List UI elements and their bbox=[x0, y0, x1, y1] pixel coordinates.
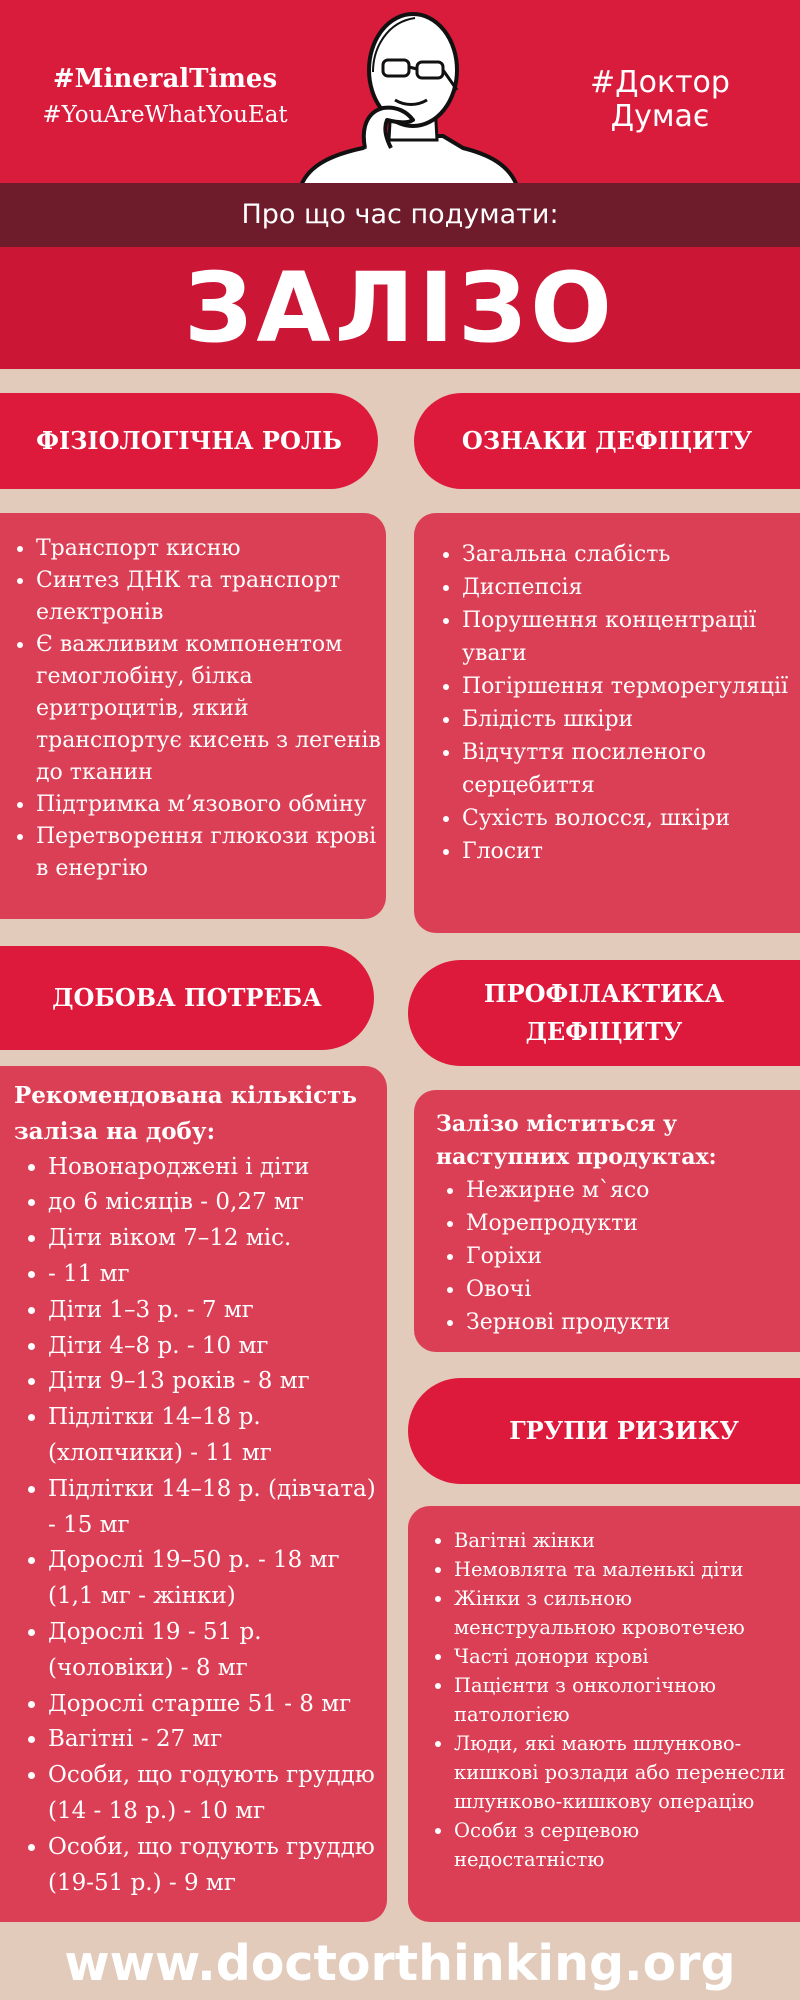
list-item: • Горіхи bbox=[466, 1240, 794, 1273]
list-item: • Жінки з сильною менструальною кровотечею bbox=[454, 1584, 794, 1642]
list-item: • Дорослі 19–50 р. - 18 мг (1,1 мг - жінки) bbox=[48, 1543, 379, 1615]
card-deficiency-prevention bbox=[414, 1090, 800, 1352]
website-url[interactable]: www.doctorthinking.org bbox=[64, 1935, 736, 1992]
list-item: • Порушення концентрації уваги bbox=[462, 604, 794, 670]
hashtag-thinks: Думає bbox=[610, 99, 710, 134]
list-item: • Відчуття посиленого серцебиття bbox=[462, 736, 794, 802]
list-item: • Діти 1–3 р. - 7 мг bbox=[48, 1293, 379, 1329]
list-item: • Блідість шкіри bbox=[462, 703, 794, 736]
list-item: • Перетворення глюкози крові в енергію bbox=[36, 821, 382, 885]
card-risk-groups bbox=[408, 1506, 800, 1922]
heading-risk-groups: ГРУПИ РИЗИКУ bbox=[408, 1378, 800, 1484]
list-item: • Погіршення терморегуляції bbox=[462, 670, 794, 703]
hashtag-youarewhatyoueat: #YouAreWhatYouEat bbox=[42, 102, 288, 128]
card-daily-requirement bbox=[0, 1066, 387, 1922]
list-item: • Є важливим компонентом гемоглобіну, білка еритроцитів, який транспортує кисень з легенів до тканин bbox=[36, 629, 382, 789]
heading-deficiency-signs: ОЗНАКИ ДЕФІЦИТУ bbox=[414, 393, 800, 489]
list-item: • Часті донори крові bbox=[454, 1642, 794, 1671]
list-item: • Дорослі 19 - 51 р. (чоловіки) - 8 мг bbox=[48, 1615, 379, 1687]
daily-lead-text: Рекомендована кількість заліза на добу: bbox=[14, 1082, 358, 1145]
thinking-doctor-illustration bbox=[295, 8, 525, 186]
list-item: • Загальна слабість bbox=[462, 538, 794, 571]
hashtag-doctor-thinks bbox=[540, 66, 780, 134]
prevention-lead-text: Залізо міститься у наступних продуктах: bbox=[436, 1111, 717, 1170]
list-item: • Вагітні жінки bbox=[454, 1526, 794, 1555]
list-deficiency-signs bbox=[434, 538, 794, 868]
list-item: • Немовлята та маленькі діти bbox=[454, 1555, 794, 1584]
list-item: • Зернові продукти bbox=[466, 1306, 794, 1339]
list-item: • Підлітки 14–18 р. (хлопчики) - 11 мг bbox=[48, 1400, 379, 1472]
list-item: • Новонароджені і діти bbox=[48, 1150, 379, 1186]
list-item: • Особи, що годують груддю (19-51 р.) - 9 мг bbox=[48, 1830, 379, 1902]
hashtags-left bbox=[0, 62, 330, 132]
list-item: • Люди, які мають шлунково-кишкові розлади або перенесли шлунково-кишкову операцію bbox=[454, 1729, 794, 1816]
list-item: • Особи з серцевою недостатністю bbox=[454, 1816, 794, 1874]
list-item: • Глосит bbox=[462, 835, 794, 868]
list-risk-groups bbox=[430, 1526, 794, 1874]
list-item: • Підтримка мʼязового обміну bbox=[36, 789, 382, 821]
list-item: • Вагітні - 27 мг bbox=[48, 1722, 379, 1758]
list-prevention-foods bbox=[436, 1174, 794, 1339]
list-daily-requirement bbox=[14, 1150, 379, 1902]
list-physiological-role bbox=[14, 533, 382, 885]
list-item: • Діти віком 7–12 міс. bbox=[48, 1221, 379, 1257]
list-item: • Дорослі старше 51 - 8 мг bbox=[48, 1687, 379, 1723]
page-title: ЗАЛІЗО bbox=[0, 247, 800, 369]
list-item: • Овочі bbox=[466, 1273, 794, 1306]
list-item: • Діти 4–8 р. - 10 мг bbox=[48, 1329, 379, 1365]
card-physiological-role bbox=[0, 513, 386, 919]
list-item: • Морепродукти bbox=[466, 1207, 794, 1240]
subtitle-band: Про що час подумати: bbox=[0, 183, 800, 247]
heading-deficiency-prevention: ПРОФІЛАКТИКА ДЕФІЦИТУ bbox=[408, 960, 800, 1066]
list-item: • Транспорт кисню bbox=[36, 533, 382, 565]
hashtag-doctor: #Доктор bbox=[590, 65, 730, 100]
list-item: • Сухість волосся, шкіри bbox=[462, 802, 794, 835]
list-item: • Підлітки 14–18 р. (дівчата) - 15 мг bbox=[48, 1472, 379, 1544]
list-item: • Пацієнти з онкологічною патологією bbox=[454, 1671, 794, 1729]
hashtag-mineraltimes: #MineralTimes bbox=[52, 64, 278, 94]
card-deficiency-signs bbox=[414, 513, 800, 933]
list-item: • Нежирне м`ясо bbox=[466, 1174, 794, 1207]
list-item: • до 6 місяців - 0,27 мг bbox=[48, 1185, 379, 1221]
list-item: • - 11 мг bbox=[48, 1257, 379, 1293]
heading-daily-requirement: ДОБОВА ПОТРЕБА bbox=[0, 946, 374, 1050]
list-item: • Синтез ДНК та транспорт електронів bbox=[36, 565, 382, 629]
list-item: • Диспепсія bbox=[462, 571, 794, 604]
list-item: • Особи, що годують груддю (14 - 18 р.) - 10 мг bbox=[48, 1758, 379, 1830]
heading-physiological-role: ФІЗІОЛОГІЧНА РОЛЬ bbox=[0, 393, 378, 489]
list-item: • Діти 9–13 років - 8 мг bbox=[48, 1364, 379, 1400]
